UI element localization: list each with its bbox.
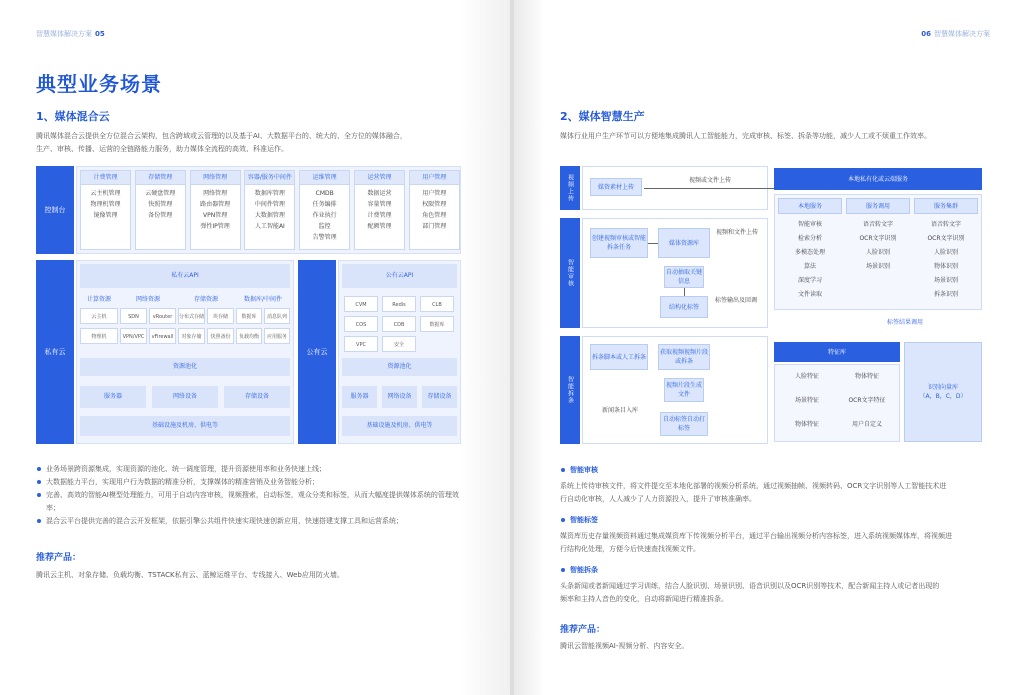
audit-down-arrow (684, 288, 685, 296)
subsection-line: 头条新闻或者新闻通过学习训练，结合人脸识别、场景识别、语音识别以及OCR识别等技术，配合新闻主持人或记者出现的 (560, 582, 940, 590)
private-network-bar: 网络设备 (152, 386, 218, 408)
management-item: 快照管理 (148, 201, 173, 208)
management-column-title: 容器/服务中间件 (245, 171, 294, 185)
public-server-bar: 服务器 (342, 386, 377, 408)
upload-arrow-label: 视频或文件上传 (688, 177, 731, 184)
subsection-title: 智能审核 (560, 465, 598, 475)
smart-production-intro: 媒体行业用户生产环节可以方便地集成腾讯人工智能能力，完成审核、标签、拆条等功能，减少人工或不烦重工作效率。 (560, 132, 931, 140)
management-item: 配额管理 (367, 223, 392, 230)
private-resource-cell: vFirewall (149, 328, 176, 344)
structured-tag-box: 结构化标签 (660, 296, 708, 318)
subsection-line: 频率和主持人音色的变化，自动将新闻进行精准拆条。 (560, 595, 728, 603)
management-column (80, 170, 131, 250)
row-label-upload: 视频上传 (560, 166, 580, 210)
private-resource-cell: 云主机 (80, 308, 118, 324)
right-running-title: 智慧媒体解决方案 (934, 30, 990, 38)
management-column (135, 170, 186, 250)
subsection-title: 智能标签 (560, 515, 598, 525)
management-column-items (136, 185, 185, 221)
management-column (409, 170, 460, 250)
service-item: 拆条识别 (933, 291, 958, 298)
management-column-title: 运营管理 (355, 171, 404, 185)
private-group-title: 计算资源 (86, 296, 111, 303)
service-item: 深度学习 (797, 277, 822, 284)
left-recommend-title: 推荐产品： (36, 553, 82, 563)
management-item: CMDB (315, 190, 334, 197)
service-item: 语音转文字 (862, 221, 893, 228)
management-item: 权限管理 (422, 201, 447, 208)
left-running-title: 智慧媒体解决方案 (36, 30, 92, 38)
private-resource-cell: SDN (120, 308, 147, 324)
page-title: 典型业务场景 (36, 72, 162, 96)
service-item: 场景识别 (865, 263, 890, 270)
management-column (299, 170, 350, 250)
feature-item: 物体特征 (854, 373, 879, 380)
vector-library-box (904, 342, 982, 442)
private-resource-cell: vRouter (149, 308, 176, 324)
private-resource-cell: 分布式存储 (178, 308, 205, 324)
public-cloud-label: 公有云 (298, 260, 336, 444)
management-column (354, 170, 405, 250)
control-label: 控制台 (36, 166, 74, 254)
service-column-title: 服务集群 (914, 198, 978, 214)
private-resource-cell: 快照备份 (207, 328, 234, 344)
public-network-bar: 网络设备 (382, 386, 417, 408)
feature-item: 人脸特征 (794, 373, 819, 380)
media-upload-box: 媒资素材上传 (590, 178, 642, 196)
upload-arrow (644, 188, 774, 189)
hybrid-intro (36, 130, 476, 156)
service-item: 检索分析 (797, 235, 822, 242)
hybrid-bullets (36, 463, 466, 528)
bullet-item: 完善、高效的智能AI模型处理能力，可用于自动内容审核，视频搜索，自动标签，观众分类和标签，从而大幅度提供媒体系统的管理效率； (36, 489, 466, 515)
service-item: 人脸识别 (865, 249, 890, 256)
private-storage-bar: 存储设备 (224, 386, 290, 408)
strip-generate-box: 视频片段生成文件 (664, 378, 704, 402)
management-item: 角色管理 (422, 212, 447, 219)
service-item: OCR文字识别 (859, 235, 897, 242)
management-item: 数据库管理 (254, 190, 285, 197)
management-column-title: 用户管理 (410, 171, 459, 185)
public-resource-cell: CLB (420, 296, 454, 312)
management-item: 数据运营 (367, 190, 392, 197)
strip-script-box: 拆条脚本或人工拆条 (590, 344, 648, 370)
public-api-bar: 公有云API (342, 264, 457, 288)
management-item: 计费管理 (367, 212, 392, 219)
management-column-title: 运维管理 (300, 171, 349, 185)
management-item: 中间件管理 (254, 201, 285, 208)
management-column-items (300, 185, 349, 243)
management-column (190, 170, 241, 250)
right-recommend-title: 推荐产品： (560, 625, 606, 635)
service-item: OCR文字识别 (927, 235, 965, 242)
feature-item: 场景特征 (794, 397, 819, 404)
private-group-title: 存储资源 (193, 296, 218, 303)
management-item: 作业执行 (312, 212, 337, 219)
audit-upload-label: 视频和文件上传 (715, 229, 758, 236)
management-item: 路由器管理 (200, 201, 231, 208)
right-page-number: 06 (921, 30, 931, 38)
feature-item: 物体特征 (794, 421, 819, 428)
subsection-line: 行结构化处理，方便今后快速查找视频文件。 (560, 545, 700, 553)
private-group-title: 数据库/中间件 (243, 296, 283, 303)
management-item: 任务编排 (312, 201, 337, 208)
management-item: 镜像管理 (93, 212, 118, 219)
public-resource-cell: VPC (344, 336, 378, 352)
public-storage-bar: 存储设备 (422, 386, 457, 408)
private-resource-cell: VPN/VPC (120, 328, 147, 344)
right-recommend-text: 腾讯云智能视频AI-视频分析、内容安全。 (560, 642, 689, 650)
public-resource-cell: COS (344, 316, 378, 332)
hybrid-intro-line: 腾讯媒体混合云提供全方位混合云架构，包含跨域或云管理的以及基于AI、大数据平台的、统大的、全方位的媒体融合， (36, 132, 407, 140)
private-resource-cell: 负载均衡 (236, 328, 262, 344)
management-item: 云硬盘管理 (145, 190, 176, 197)
private-resource-cell: 应用服务 (264, 328, 290, 344)
service-item: 人脸识别 (933, 249, 958, 256)
management-column-items (410, 185, 459, 232)
management-column (244, 170, 295, 250)
management-column-items (355, 185, 404, 232)
feature-item: 用户自定义 (851, 421, 882, 428)
management-item: 部门管理 (422, 223, 447, 230)
private-resource-cell: 块存储 (207, 308, 234, 324)
subsection-line: 系统上传待审核文件，将文件提交至本地化部署的视频分析系统，通过视频抽帧、视频转码、OCR文字识别等人工智能技术进 (560, 482, 947, 490)
row-label-audit: 智能审核 (560, 218, 580, 328)
bullet-item: 混合云平台提供完善的混合云开发框架，依据引擎公共组件快速实现快速创新应用，快速搭建支撑工具和运营系统； (36, 515, 466, 528)
left-running-header (36, 29, 105, 39)
management-item: 监控 (318, 223, 331, 230)
media-library-box: 媒体资源库 (658, 228, 710, 258)
left-page (0, 0, 510, 695)
management-item: 用户管理 (422, 190, 447, 197)
management-item: 云主机管理 (90, 190, 121, 197)
service-column-title: 服务调用 (846, 198, 910, 214)
management-item: 人工智能AI (254, 223, 285, 230)
section-title-hybrid-cloud: 1、媒体混合云 (36, 110, 110, 123)
auto-extract-box: 自动抽取关键信息 (664, 266, 704, 288)
management-column-title: 存储管理 (136, 171, 185, 185)
subsection-text (560, 580, 1000, 606)
public-resource-cell: 数据库 (420, 316, 454, 332)
audit-arrow (648, 243, 658, 244)
bullet-item: 大数据能力平台，实现用户行为数据的精准分析，支撑媒体的精准营销及业务智能分析； (36, 476, 466, 489)
tag-output-label: 标签输出及回调 (714, 297, 757, 304)
management-item: 容量管理 (367, 201, 392, 208)
section-title-smart-production: 2、媒体智慧生产 (560, 110, 645, 123)
private-resource-cell: 消息队列 (264, 308, 290, 324)
private-resource-cell: 物理机 (80, 328, 118, 344)
smart-production-diagram (560, 166, 982, 444)
feature-item: OCR文字特征 (848, 397, 886, 404)
management-item: 大数据管理 (254, 212, 285, 219)
feature-call-label: 标签结果调用 (886, 319, 923, 326)
service-item: 物体识别 (933, 263, 958, 270)
service-item: 文件读取 (797, 291, 822, 298)
subsection-title: 智能拆条 (560, 565, 598, 575)
right-page (514, 0, 1024, 695)
private-server-bar: 服务器 (80, 386, 146, 408)
strip-news-label: 新闻条目入库 (601, 407, 638, 414)
public-resource-cell: CDB (382, 316, 416, 332)
create-task-box: 创建视频审核或智能拆条任务 (590, 228, 648, 258)
private-resource-cell: 对象存储 (178, 328, 205, 344)
management-item: 备份管理 (148, 212, 173, 219)
service-item: 算法 (803, 263, 816, 270)
service-item: 场景识别 (933, 277, 958, 284)
cloud-service-header: 本地私有化或云端服务 (774, 168, 982, 190)
subsection-text (560, 530, 1000, 556)
hybrid-intro-line: 生产、审核、传播、运营的全链路能力服务，助力媒体全流程的高效、科准运作。 (36, 145, 288, 153)
subsection-line: 行自动化审核，人人减少了人力资源投入，提升了审核准确率。 (560, 495, 756, 503)
public-resource-cell: 安全 (382, 336, 416, 352)
private-group-title: 网络资源 (135, 296, 160, 303)
feature-library-header: 特征库 (774, 342, 900, 362)
management-column-items (191, 185, 240, 232)
management-column-items (245, 185, 294, 232)
subsection-text (560, 480, 1000, 506)
hybrid-cloud-diagram (36, 166, 461, 444)
private-cloud-label: 私有云 (36, 260, 74, 444)
management-item: 告警管理 (312, 234, 337, 241)
private-api-bar: 私有云API (80, 264, 290, 288)
service-item: 语音转文字 (930, 221, 961, 228)
service-item: 智能审核 (797, 221, 822, 228)
right-running-header (921, 29, 990, 39)
management-column-items (81, 185, 130, 221)
private-infra-bar: 基础设施及机房、供电等 (80, 416, 290, 436)
left-page-number: 05 (95, 30, 105, 38)
public-resource-cell: CVM (344, 296, 378, 312)
management-item: 物理机管理 (90, 201, 121, 208)
service-item: 多模态处理 (794, 249, 825, 256)
service-column-title: 本地服务 (778, 198, 842, 214)
bullet-item: 业务场景跨资源集成，实现资源的池化、统一调度管理，提升资源使用率和业务快速上线； (36, 463, 466, 476)
vector-library-sub: （A，B，C，D） (919, 393, 967, 400)
left-recommend-text: 腾讯云主机、对象存储、负载均衡、TSTACK私有云、蓝鲸运维平台、专线接入、Web应用防火墙。 (36, 571, 344, 579)
public-resource-cell: Redis (382, 296, 416, 312)
strip-fetch-box: 获取视频视频片段或拆条 (658, 344, 710, 370)
management-column-title: 网络管理 (191, 171, 240, 185)
public-virtualization-bar: 资源池化 (342, 358, 457, 376)
management-item: 网络管理 (203, 190, 228, 197)
management-item: 弹性IP管理 (200, 223, 230, 230)
strip-auto-tag-box: 自动标签自动打标签 (660, 412, 708, 436)
private-virtualization-bar: 资源池化 (80, 358, 290, 376)
subsection-line: 媒资库历史存量视频资料通过集成媒资库下传视频分析平台，通过平台输出视频分析内容标签，进入系统视频媒体库，将视频进 (560, 532, 952, 540)
private-resource-cell: 数据库 (236, 308, 262, 324)
vector-library-title: 识别向量库 (927, 384, 958, 391)
public-infra-bar: 基础设施及机房、供电等 (342, 416, 457, 436)
row-label-strip: 智能拆条 (560, 336, 580, 444)
management-column-title: 计费管理 (81, 171, 130, 185)
management-item: VPN管理 (202, 212, 228, 219)
